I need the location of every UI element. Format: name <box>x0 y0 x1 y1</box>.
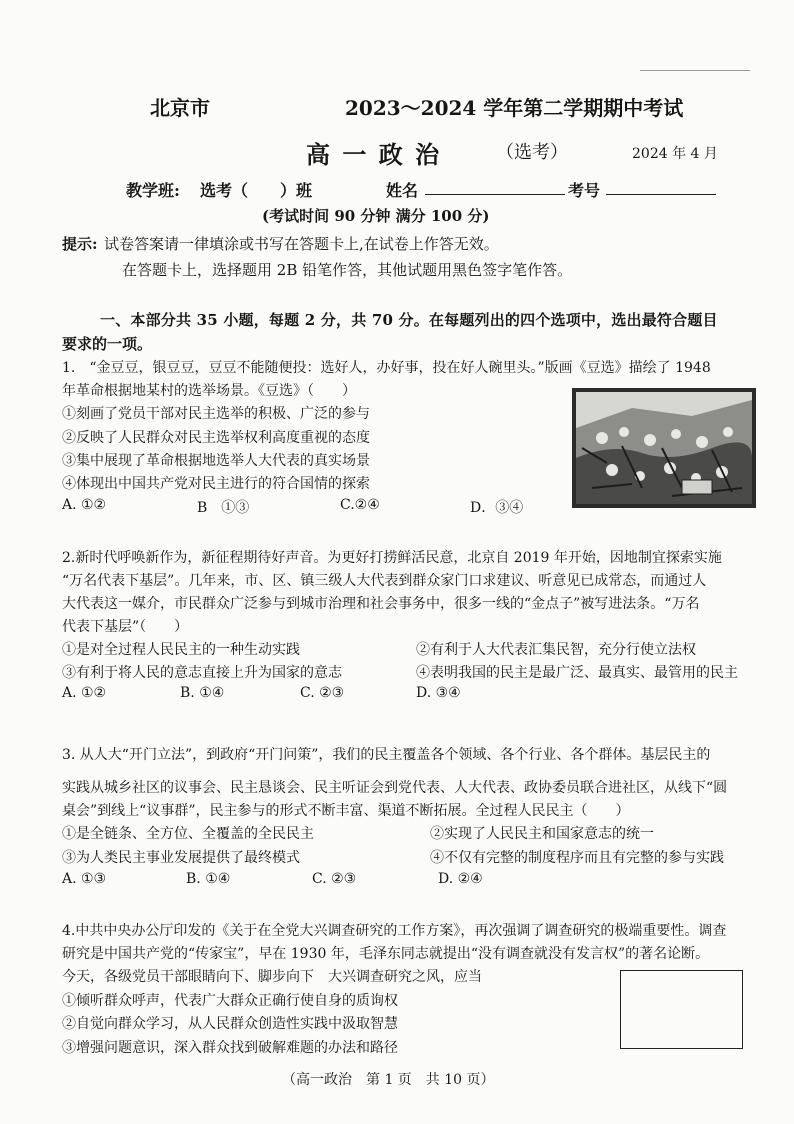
q3-answer-b: B. ①④ <box>186 871 231 887</box>
q2-stem-line-1: 2.新时代呼唤新作为，新征程期待好声音。为更好打捞鲜活民意，北京自 2019 年开始，因地制宜探索实施 <box>62 550 722 566</box>
q1-answer-b: B ①③ <box>197 500 250 516</box>
q1-answer-c: C.②④ <box>340 497 380 513</box>
q2-answer-a: A. ①② <box>62 685 107 701</box>
notice-line-1: 试卷答案请一律填涂或书写在答题卡上,在试卷上作答无效。 <box>104 235 499 253</box>
q2-answer-b: B. ①④ <box>180 685 225 701</box>
subject-note: （选考） <box>496 142 568 163</box>
q1-option-2: ②反映了人民群众对民主选举权利高度重视的态度 <box>62 430 370 446</box>
q1-answer-a: A. ①② <box>62 497 107 513</box>
q2-stem-line-2: “万名代表下基层”。几年来，市、区、镇三级人大代表到群众家门口求建议、听意见已成常态，而通过人 <box>62 573 707 589</box>
q1-option-3: ③集中展现了革命根据地选举人大代表的真实场景 <box>62 453 370 469</box>
q2-stem-line-4: 代表下基层”（ ） <box>62 619 189 635</box>
q2-option-3: ③有利于将人民的意志直接上升为国家的意志 <box>62 665 342 681</box>
q4-option-1: ①倾听群众呼声，代表广大群众正确行使自身的质询权 <box>62 993 398 1009</box>
q1-answer-d: D．③④ <box>470 500 524 516</box>
id-field-line[interactable] <box>606 194 716 195</box>
name-field-line[interactable] <box>425 194 565 195</box>
q3-stem-line-3: 桌会”到线上“议事群”，民主参与的形式不断丰富、渠道不断拓展。全过程人民民主（ ） <box>62 803 630 819</box>
exam-title: 2023～2024 学年第二学期期中考试 <box>345 96 684 120</box>
q1-option-4: ④体现出中国共产党对民主进行的符合国情的探索 <box>62 476 370 492</box>
page-footer: （高一政治 第 1 页 共 10 页） <box>282 1072 495 1088</box>
q3-option-3: ③为人类民主事业发展提供了最终模式 <box>62 850 300 866</box>
q3-stem-line-2: 实践从城乡社区的议事会、民主恳谈会、民主听证会到党代表、人大代表、政协委员联合进社区，从线下“圆 <box>62 780 728 796</box>
id-label: 考号 <box>568 181 601 200</box>
q4-stem-line-2: 研究是中国共产党的“传家宝”，早在 1930 年，毛泽东同志就提出“没有调查就没有发言权”的著名论断。 <box>62 946 710 962</box>
q4-stem-line-1: 4.中共中央办公厅印发的《关于在全党大兴调查研究的工作方案》，再次强调了调查研究的极端重要性。调查 <box>62 923 727 939</box>
class-field[interactable]: 选考（ ）班 <box>200 181 313 200</box>
q3-answer-a: A. ①③ <box>62 871 107 887</box>
q3-stem-line-1: 3. 从人大“开门立法”，到政府“开门问策”，我们的民主覆盖各个领域、各个行业、各个群体。基层民主的 <box>62 747 711 763</box>
section-heading-line-1: 一、本部分共 35 小题，每题 2 分，共 70 分。在每题列出的四个选项中，选出最符合题目 <box>100 311 718 329</box>
section-heading-line-2: 要求的一项。 <box>62 335 153 353</box>
q4-option-3: ③增强问题意识，深入群众找到破解难题的办法和路径 <box>62 1040 398 1056</box>
city-label: 北京市 <box>150 96 210 120</box>
q2-stem-line-3: 大代表这一媒介，市民群众广泛参与到城市治理和社会事务中，很多一线的“金点子”被写进法条。“万名 <box>62 596 700 612</box>
figure-frame <box>620 970 743 1049</box>
class-label: 教学班: <box>126 181 180 200</box>
exam-date: 2024 年 4 月 <box>632 146 718 162</box>
q1-option-1: ①刻画了党员干部对民主选举的积极、广泛的参与 <box>62 406 370 422</box>
q2-option-4: ④表明我国的民主是最广泛、最真实、最管用的民主 <box>416 665 738 681</box>
subject-title: 高 一 政 治 <box>306 140 442 169</box>
q2-answer-c: C. ②③ <box>300 685 345 701</box>
q4-stem-line-3: 今天，各级党员干部眼睛向下、脚步向下 大兴调查研究之风，应当 <box>62 969 482 985</box>
q2-answer-d: D. ③④ <box>416 685 461 701</box>
q3-option-2: ②实现了人民民主和国家意志的统一 <box>430 826 654 842</box>
time-info: (考试时间 90 分钟 满分 100 分) <box>262 207 490 225</box>
q3-answer-c: C. ②③ <box>312 871 357 887</box>
notice-label: 提示: <box>62 235 98 253</box>
notice-line-2: 在答题卡上，选择题用 2B 铅笔作答，其他试题用黑色签字笔作答。 <box>122 261 573 279</box>
q3-option-4: ④不仅有完整的制度程序而且有完整的参与实践 <box>430 850 724 866</box>
name-label: 姓名 <box>386 181 419 200</box>
q4-option-2: ②自觉向群众学习，从人民群众创造性实践中汲取智慧 <box>62 1016 398 1032</box>
q2-option-2: ②有利于人大代表汇集民智，充分行使立法权 <box>416 642 696 658</box>
q2-option-1: ①是对全过程人民民主的一种生动实践 <box>62 642 300 658</box>
scan-mark <box>640 70 750 71</box>
q1-stem-line-2: 年革命根据地某村的选举场景。《豆选》（ ） <box>62 383 356 399</box>
woodcut-illustration <box>572 388 756 508</box>
q3-option-1: ①是全链条、全方位、全覆盖的全民民主 <box>62 826 314 842</box>
q3-answer-d: D. ②④ <box>438 871 483 887</box>
q1-stem-line-1: 1. “金豆豆，银豆豆，豆豆不能随便投：选好人，办好事，投在好人碗里头。”版画《豆选》描绘了 1948 <box>62 360 711 376</box>
